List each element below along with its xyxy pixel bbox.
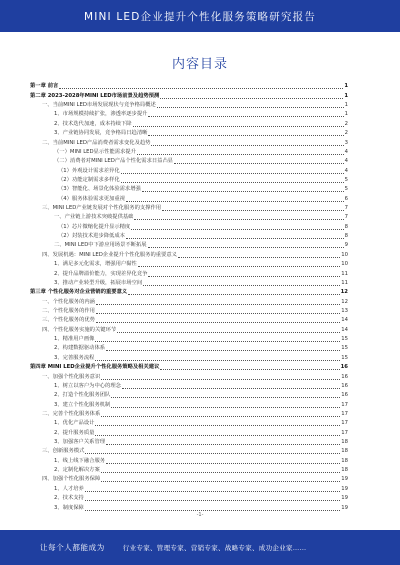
toc-entry-page: 16 xyxy=(341,382,348,389)
toc-entry-title: 1、人才培养 xyxy=(54,485,84,492)
toc-entry-page: 9 xyxy=(344,242,348,249)
toc-entry-page: 4 xyxy=(344,167,348,174)
toc-entry[interactable] xyxy=(30,353,348,362)
toc-entry-title: 二、当前MINI LED产品消费者需求变化及趋势 xyxy=(42,139,151,146)
toc-entry-page: 3 xyxy=(344,139,348,146)
toc-leader-dots xyxy=(137,154,344,155)
toc-entry-page: 17 xyxy=(341,401,348,408)
table-of-contents xyxy=(30,82,348,513)
toc-entry[interactable] xyxy=(30,138,348,147)
toc-entry-page: 18 xyxy=(341,457,348,464)
toc-leader-dots xyxy=(101,416,340,417)
footer-slogan: 让每个人都能成为 xyxy=(40,543,105,552)
toc-entry[interactable] xyxy=(30,250,348,259)
toc-entry-page: 12 xyxy=(340,289,348,296)
toc-entry-page: 16 xyxy=(341,373,348,380)
toc-entry-page: 11 xyxy=(341,270,348,277)
toc-entry-title: 2、提升服务质量 xyxy=(54,429,95,436)
toc-entry[interactable] xyxy=(30,119,348,128)
toc-entry-title: 四、发展机遇：MINI LED企业提升个性化服务的重要意义 xyxy=(42,251,177,258)
toc-entry-title: （二）消费者对MINI LED产品个性化需求日益凸显 xyxy=(54,158,174,165)
toc-entry-title: 3、加强客户关系管理 xyxy=(54,439,106,446)
toc-leader-dots xyxy=(121,173,344,174)
toc-entry-title: 3、推动产业转型升级，拓展市场空间 xyxy=(54,279,143,286)
toc-leader-dots xyxy=(117,332,340,333)
toc-leader-dots xyxy=(148,247,344,248)
toc-entry[interactable] xyxy=(30,260,348,269)
toc-entry-title: 2、技术迭代加速，成本持续下降 xyxy=(54,120,132,127)
toc-leader-dots xyxy=(106,350,340,351)
toc-leader-dots xyxy=(101,379,340,380)
toc-entry-page: 19 xyxy=(341,504,348,511)
toc-entry-page: 17 xyxy=(341,420,348,427)
toc-leader-dots xyxy=(121,182,344,183)
toc-entry-page: 2 xyxy=(344,130,348,137)
toc-entry[interactable] xyxy=(30,466,348,475)
toc-leader-dots xyxy=(162,210,344,211)
toc-entry-page: 1 xyxy=(344,83,348,90)
toc-entry-page: 1 xyxy=(344,92,348,99)
toc-entry-title: 四、加强个性化服务保障 xyxy=(42,476,101,483)
toc-entry-page: 14 xyxy=(341,317,348,324)
toc-entry[interactable] xyxy=(30,419,348,428)
toc-entry-page: 1 xyxy=(344,102,348,109)
toc-entry-page: 18 xyxy=(341,439,348,446)
toc-entry[interactable] xyxy=(30,297,348,306)
toc-leader-dots xyxy=(160,98,343,99)
toc-entry-page: 1 xyxy=(344,111,348,118)
toc-leader-dots xyxy=(142,191,344,192)
toc-entry-title: 3、完善服务流程 xyxy=(54,354,95,361)
toc-leader-dots xyxy=(160,369,339,370)
toc-entry[interactable] xyxy=(30,484,348,493)
toc-entry-title: （一）MINI LED显示性能需求提升 xyxy=(54,148,136,155)
footer-roles: 行业专家、管理专家、营销专家、战略专家、成功企业家…… xyxy=(122,544,307,552)
toc-entry-page: 8 xyxy=(344,233,348,240)
toc-entry[interactable] xyxy=(30,269,348,278)
toc-entry[interactable] xyxy=(30,110,348,119)
toc-entry-page: 6 xyxy=(344,195,348,202)
toc-entry-title: （3）智能化、场景化体验需求增强 xyxy=(58,186,141,193)
toc-entry-title: 一、当前MINI LED市场发展现状与竞争格局概述 xyxy=(42,102,156,109)
toc-entry-title: 1、树立以客户为中心的理念 xyxy=(54,382,121,389)
toc-entry-title: 3、制度保障 xyxy=(54,504,84,511)
toc-entry[interactable] xyxy=(30,325,348,334)
toc-entry-page: 16 xyxy=(341,392,348,399)
page-header xyxy=(0,0,400,32)
toc-entry[interactable] xyxy=(30,307,348,316)
toc-entry-page: 7 xyxy=(344,205,348,212)
toc-leader-dots xyxy=(111,397,340,398)
toc-entry-page: 10 xyxy=(341,251,348,258)
header-title: MINI LED企业提升个性化服务策略研究报告 xyxy=(83,10,317,23)
toc-entry-title: 三、个性化服务的优势 xyxy=(42,317,95,324)
toc-entry[interactable] xyxy=(30,213,348,222)
toc-entry-page: 5 xyxy=(344,176,348,183)
toc-entry-title: 1、优化产品设计 xyxy=(54,420,95,427)
toc-entry-title: 一、产业链上游技术突破提供基础 xyxy=(54,214,134,221)
toc-leader-dots xyxy=(95,435,340,436)
toc-entry-title: 四、个性化服务实施的关键环节 xyxy=(42,326,117,333)
toc-entry[interactable] xyxy=(30,447,348,456)
toc-title: 内容目录 xyxy=(171,57,228,72)
toc-entry[interactable] xyxy=(30,391,348,400)
toc-leader-dots xyxy=(95,425,340,426)
toc-entry[interactable] xyxy=(30,316,348,325)
toc-entry-page: 18 xyxy=(341,467,348,474)
toc-leader-dots xyxy=(157,107,344,108)
toc-leader-dots xyxy=(96,313,340,314)
toc-entry-title: 3、产业链协同发展，竞争格局日趋清晰 xyxy=(54,130,148,137)
toc-entry[interactable] xyxy=(30,91,348,100)
toc-entry[interactable] xyxy=(30,288,348,297)
toc-entry-page: 8 xyxy=(344,223,348,230)
toc-leader-dots xyxy=(106,463,340,464)
page-footer xyxy=(0,530,400,565)
toc-entry[interactable] xyxy=(30,204,348,213)
toc-entry[interactable] xyxy=(30,363,348,372)
toc-entry[interactable] xyxy=(30,475,348,484)
toc-entry-title: （1）芯片微缩化提升显示精度 xyxy=(58,223,131,230)
toc-entry-title: 1、市场规模持续扩张，渗透率逐步提升 xyxy=(54,111,148,118)
toc-entry-title: 二、完善个性化服务体系 xyxy=(42,410,101,417)
toc-entry[interactable] xyxy=(30,344,348,353)
toc-entry-title: 1、精准用户画像 xyxy=(54,336,95,343)
toc-leader-dots xyxy=(148,135,343,136)
toc-entry[interactable] xyxy=(30,166,348,175)
toc-entry-title: 第一章 前言 xyxy=(30,83,59,90)
toc-entry-page: 4 xyxy=(344,158,348,165)
toc-leader-dots xyxy=(133,126,344,127)
toc-leader-dots xyxy=(126,201,344,202)
toc-entry[interactable] xyxy=(30,456,348,465)
toc-leader-dots xyxy=(111,407,340,408)
toc-entry[interactable] xyxy=(30,382,348,391)
toc-leader-dots xyxy=(122,388,340,389)
toc-entry[interactable] xyxy=(30,176,348,185)
toc-entry-page: 5 xyxy=(344,186,348,193)
toc-entry[interactable] xyxy=(30,232,348,241)
toc-leader-dots xyxy=(95,341,340,342)
toc-entry-title: 2、打造个性化服务团队 xyxy=(54,392,111,399)
toc-entry[interactable] xyxy=(30,335,348,344)
toc-entry-title: 第三章 个性化服务对企业营销的重要意义 xyxy=(30,289,128,296)
toc-leader-dots xyxy=(151,145,343,146)
toc-entry-title: 第四章 MINI LED企业提升个性化服务策略及相关建议 xyxy=(30,364,160,371)
toc-entry-page: 15 xyxy=(341,354,348,361)
toc-entry-title: （2）功能定制需求多样化 xyxy=(58,176,120,183)
toc-entry-page: 18 xyxy=(341,448,348,455)
toc-entry-title: 三、创新服务模式 xyxy=(42,448,85,455)
toc-leader-dots xyxy=(96,322,340,323)
toc-entry-page: 12 xyxy=(341,298,348,305)
toc-leader-dots xyxy=(174,163,344,164)
toc-entry-title: 1、满足多元化需求，增强用户黏性 xyxy=(54,261,137,268)
toc-entry-title: 2、定制化解决方案 xyxy=(54,467,100,474)
toc-entry-title: 2、提升品牌溢价能力，实现差异化竞争 xyxy=(54,270,148,277)
toc-entry[interactable] xyxy=(30,410,348,419)
page-number: -1- xyxy=(196,512,204,518)
toc-leader-dots xyxy=(148,276,340,277)
toc-entry-title: （2）封装技术进步降低成本 xyxy=(58,233,125,240)
toc-entry-page: 16 xyxy=(340,364,348,371)
toc-entry[interactable] xyxy=(30,222,348,231)
toc-entry-page: 17 xyxy=(341,429,348,436)
toc-leader-dots xyxy=(95,360,340,361)
toc-entry[interactable] xyxy=(30,428,348,437)
toc-leader-dots xyxy=(134,219,343,220)
toc-entry-title: （4）服务体验需求更加重视 xyxy=(58,195,125,202)
toc-entry-title: 2、技术支持 xyxy=(54,495,84,502)
toc-entry[interactable] xyxy=(30,372,348,381)
toc-entry-title: 2、构建数据驱动体系 xyxy=(54,345,106,352)
toc-leader-dots xyxy=(106,444,340,445)
toc-entry-page: 15 xyxy=(341,345,348,352)
toc-entry[interactable] xyxy=(30,101,348,110)
toc-entry-page: 2 xyxy=(344,120,348,127)
toc-entry-title: 三、MINI LED产业链发展对个性化服务的支撑作用 xyxy=(42,205,162,212)
toc-leader-dots xyxy=(85,510,340,511)
toc-entry-title: 一、个性化服务的内涵 xyxy=(42,298,95,305)
toc-entry[interactable] xyxy=(30,194,348,203)
toc-entry-page: 19 xyxy=(341,485,348,492)
toc-leader-dots xyxy=(126,238,344,239)
toc-entry-title: （1）外观设计需求差异化 xyxy=(58,167,120,174)
toc-leader-dots xyxy=(138,266,340,267)
toc-entry-page: 4 xyxy=(344,148,348,155)
toc-leader-dots xyxy=(85,500,340,501)
toc-leader-dots xyxy=(128,294,339,295)
toc-entry[interactable] xyxy=(30,157,348,166)
toc-leader-dots xyxy=(178,257,340,258)
toc-entry-title: 1、线上线下融合服务 xyxy=(54,457,106,464)
toc-entry[interactable] xyxy=(30,438,348,447)
toc-leader-dots xyxy=(59,88,343,89)
toc-leader-dots xyxy=(101,472,341,473)
toc-entry[interactable] xyxy=(30,129,348,138)
toc-entry-title: 第二章 2023-2028年MINI LED市场前景及趋势预测 xyxy=(30,92,160,99)
toc-entry[interactable] xyxy=(30,82,348,91)
toc-entry-title: 3、建立个性化服务机制 xyxy=(54,401,111,408)
toc-leader-dots xyxy=(85,453,340,454)
toc-entry-title: 二、个性化服务的作用 xyxy=(42,307,95,314)
toc-entry-page: 19 xyxy=(341,495,348,502)
toc-entry[interactable] xyxy=(30,148,348,157)
toc-entry[interactable] xyxy=(30,185,348,194)
toc-leader-dots xyxy=(96,304,340,305)
toc-entry[interactable] xyxy=(30,400,348,409)
toc-leader-dots xyxy=(101,481,340,482)
toc-entry-page: 14 xyxy=(341,326,348,333)
toc-entry-page: 13 xyxy=(341,307,348,314)
toc-entry[interactable] xyxy=(30,494,348,503)
toc-entry-title: 二、MINI LED中下游应用场景不断拓展 xyxy=(54,242,147,249)
toc-entry[interactable] xyxy=(30,241,348,250)
toc-entry-page: 17 xyxy=(341,410,348,417)
toc-leader-dots xyxy=(148,116,343,117)
toc-entry-page: 15 xyxy=(341,336,348,343)
toc-entry-title: 一、加强个性化服务意识 xyxy=(42,373,101,380)
toc-entry-page: 7 xyxy=(344,214,348,221)
toc-entry-page: 19 xyxy=(341,476,348,483)
toc-leader-dots xyxy=(131,229,343,230)
toc-entry-page: 11 xyxy=(341,279,348,286)
toc-entry[interactable] xyxy=(30,279,348,288)
toc-leader-dots xyxy=(143,285,340,286)
toc-leader-dots xyxy=(85,491,340,492)
toc-entry-page: 10 xyxy=(341,261,348,268)
